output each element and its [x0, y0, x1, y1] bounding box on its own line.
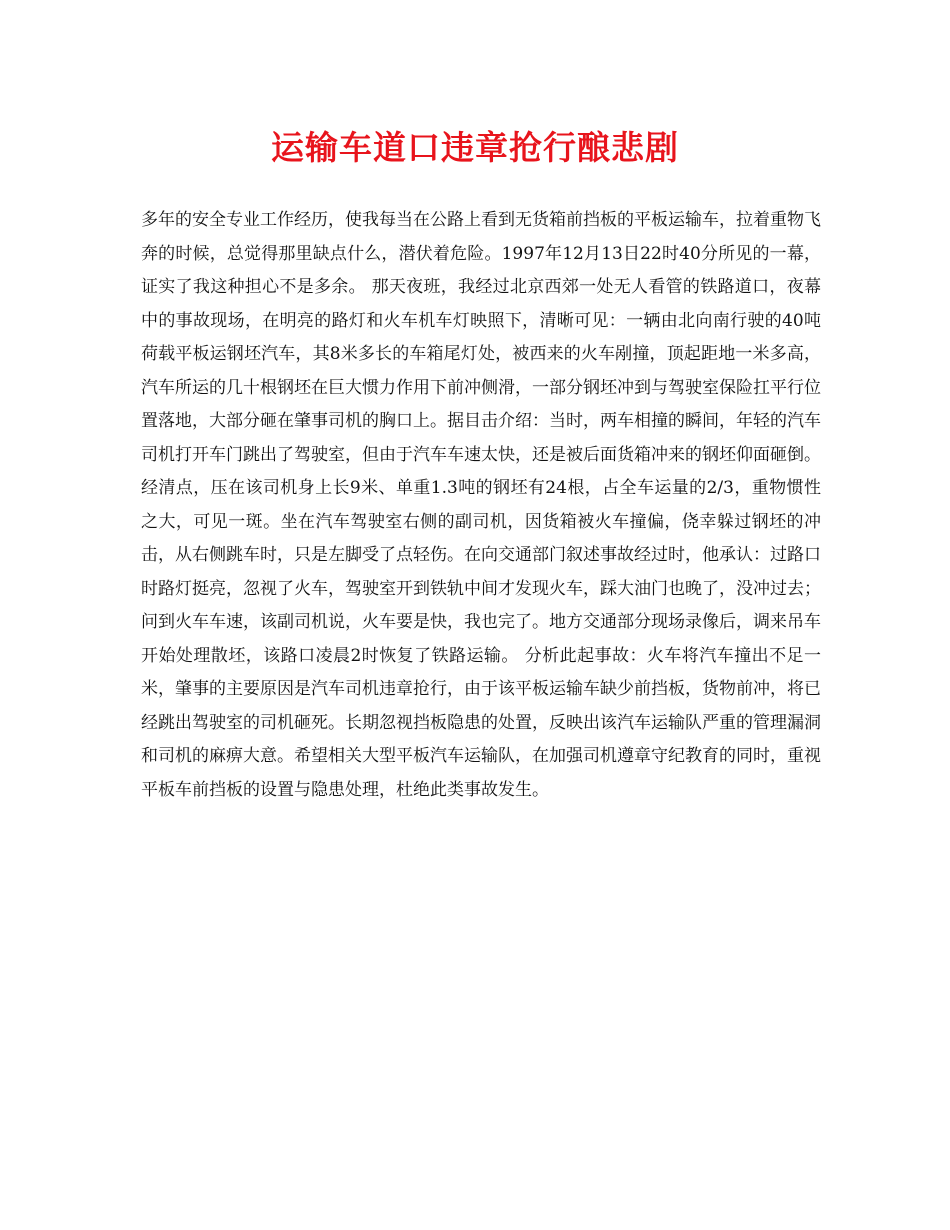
document-body [141, 204, 821, 807]
document-title: 运输车道口违章抢行酿悲剧 [271, 128, 679, 167]
body-paragraph: 多年的安全专业工作经历，使我每当在公路上看到无货箱前挡板的平板运输车，拉着重物飞奔的时候，总觉得那里缺点什么，潜伏着危险。1997年12月13日22时40分所见的一幕，证实了我这种担心不是多余。 那天夜班，我经过北京西郊一处无人看管的铁路道口，夜幕中的事故现场，在明亮的路灯和火车机车灯映照下，清晰可见：一辆由北向南行驶的40吨荷载平板运钢坯汽车，其8米多长的车箱尾灯处，被西来的火车剐撞，顶起距地一米多高，汽车所运的几十根钢坯在巨大惯力作用下前冲侧滑，一部分钢坯冲到与驾驶室保险扛平行位置落地，大部分砸在肇事司机的胸口上。据目击介绍：当时，两车相撞的瞬间，年轻的汽车司机打开车门跳出了驾驶室，但由于汽车车速太快，还是被后面货箱冲来的钢坯仰面砸倒。经清点，压在该司机身上长9米、单重1.3吨的钢坯有24根，占全车运量的2/3，重物惯性之大，可见一斑。坐在汽车驾驶室右侧的副司机，因货箱被火车撞偏，侥幸躲过钢坯的冲击，从右侧跳车时，只是左脚受了点轻伤。在向交通部门叙述事故经过时，他承认：过路口时路灯挺亮，忽视了火车，驾驶室开到铁轨中间才发现火车，踩大油门也晚了，没冲过去；问到火车车速，该副司机说，火车要是快，我也完了。地方交通部分现场录像后，调来吊车开始处理散坯，该路口凌晨2时恢复了铁路运输。 分析此起事故：火车将汽车撞出不足一米，肇事的主要原因是汽车司机违章抢行，由于该平板运输车缺少前挡板，货物前冲，将已经跳出驾驶室的司机砸死。长期忽视挡板隐患的处置，反映出该汽车运输队严重的管理漏洞和司机的麻痹大意。希望相关大型平板汽车运输队，在加强司机遵章守纪教育的同时，重视平板车前挡板的设置与隐患处理，杜绝此类事故发生。 [141, 210, 821, 800]
